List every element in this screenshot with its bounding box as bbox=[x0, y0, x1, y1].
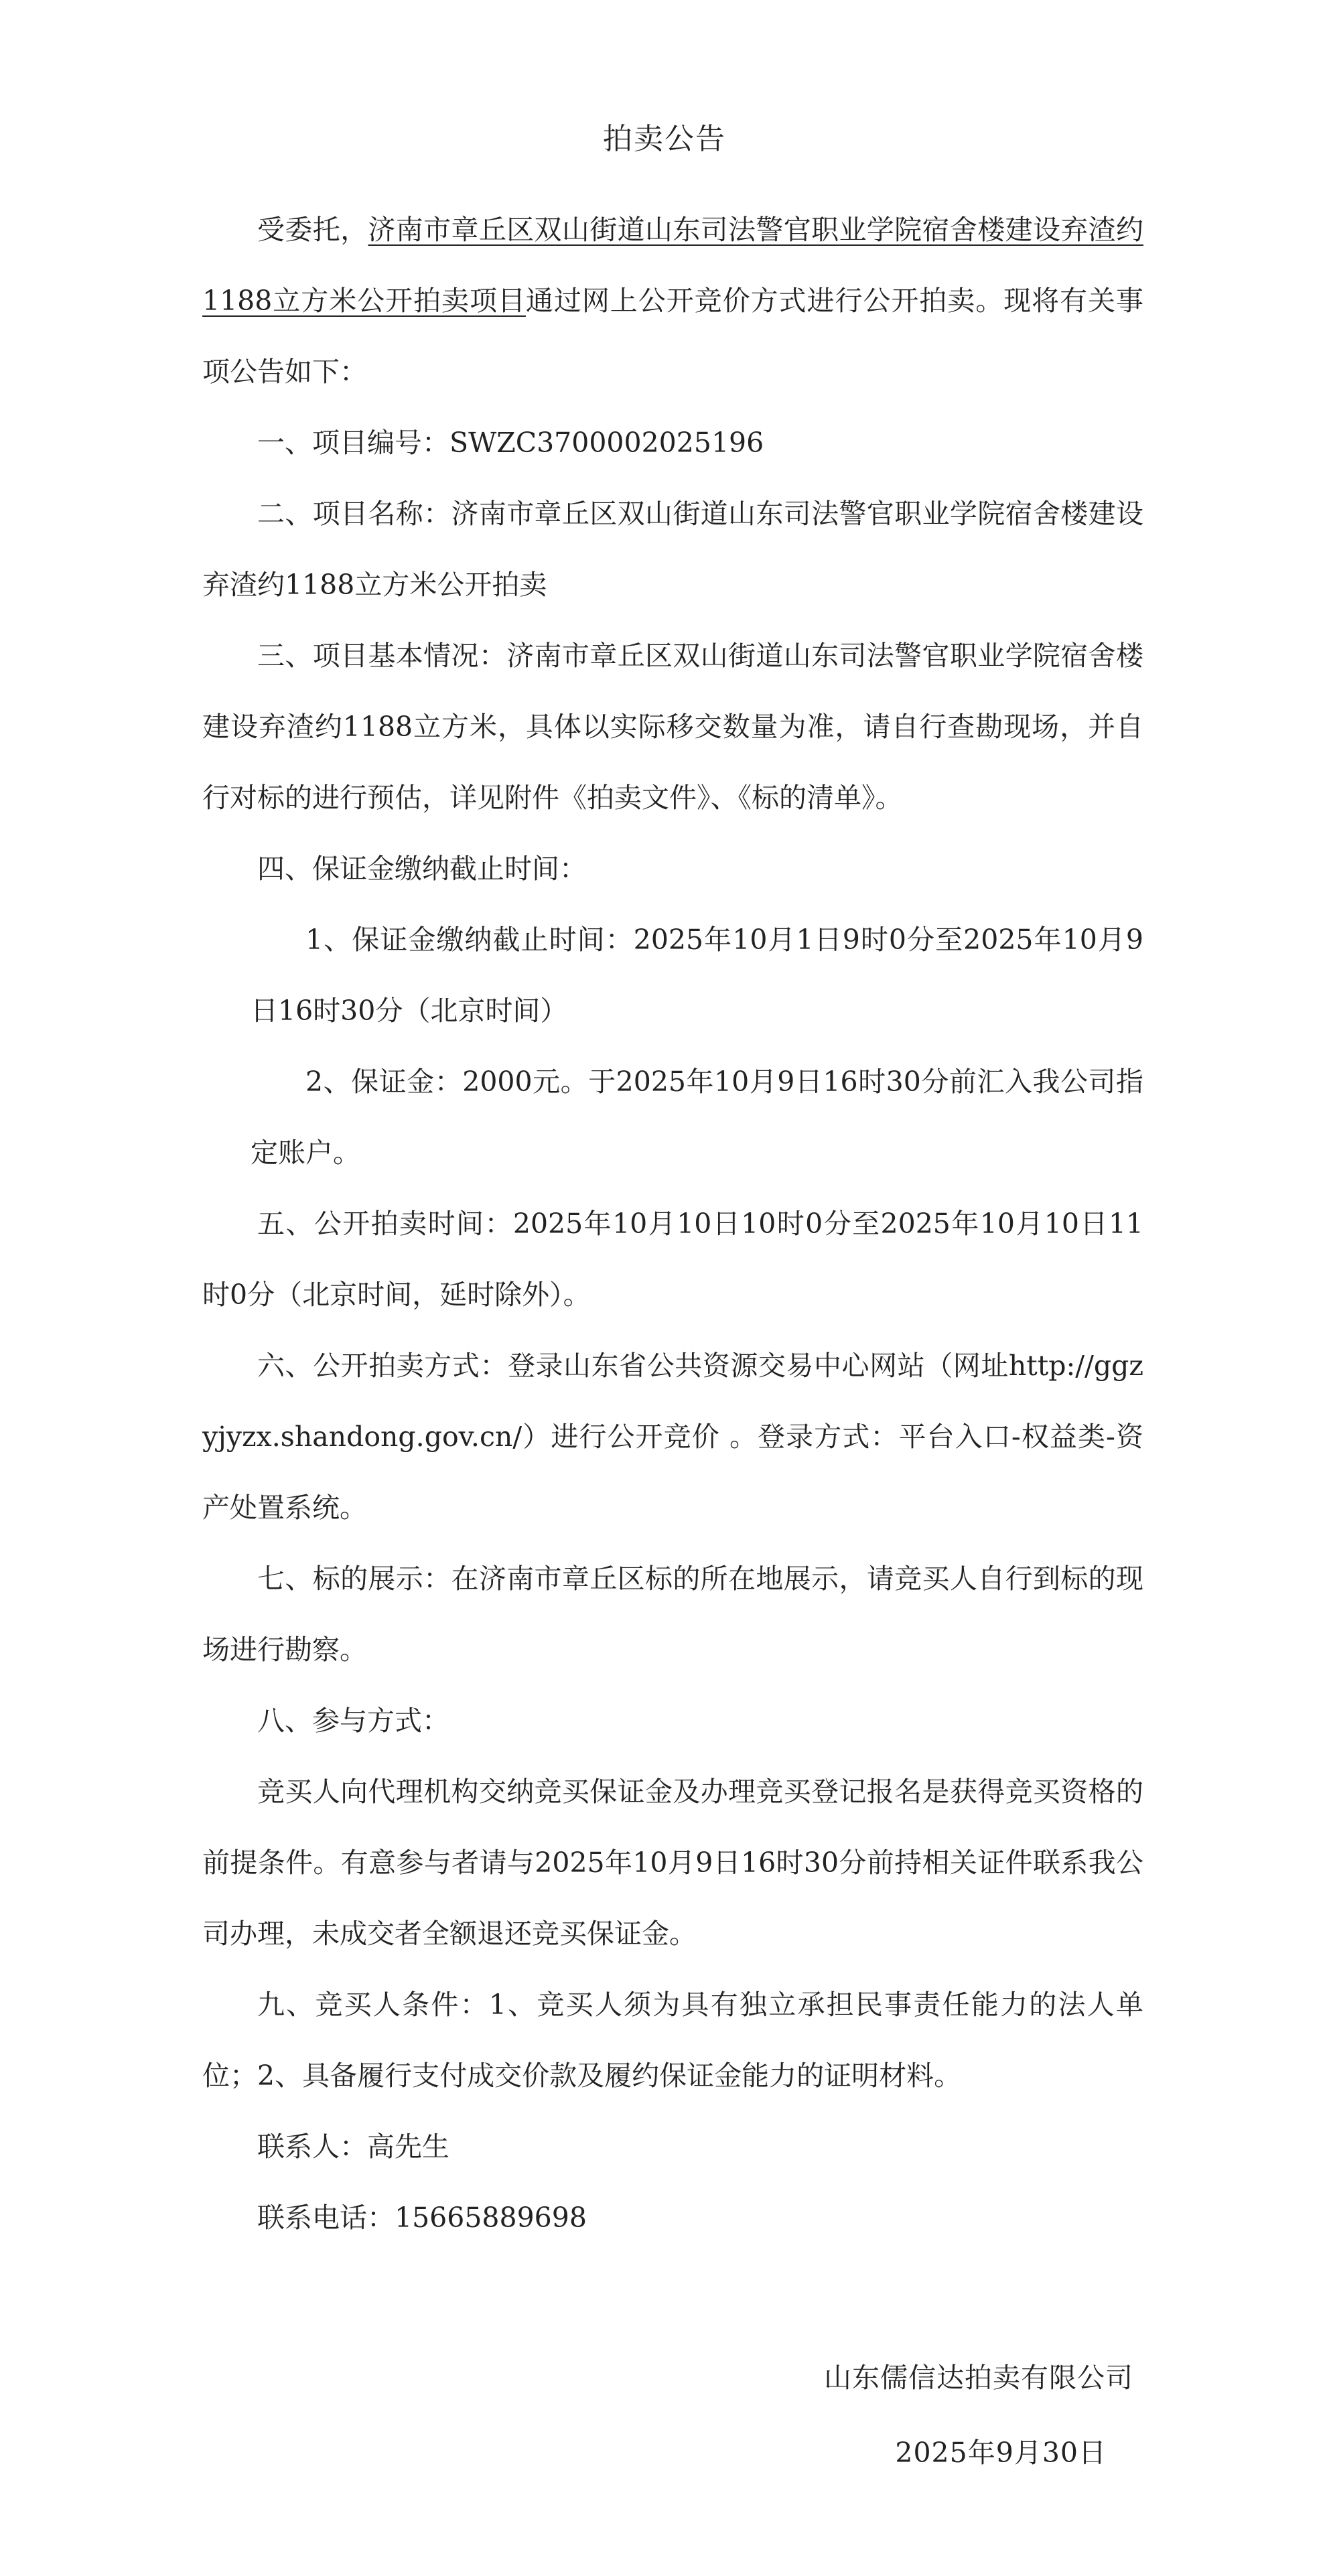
project-name: 二、项目名称：济南市章丘区双山街道山东司法警官职业学院宿舍楼建设弃渣约1188立方米公开拍卖 bbox=[202, 498, 1143, 601]
project-info: 三、项目基本情况：济南市章丘区双山街道山东司法警官职业学院宿舍楼建设弃渣约1188立方米，具体以实际移交数量为准，请自行查勘现场，并自行对标的进行预估，详见附件《拍卖文件》、《标的清单》。 bbox=[202, 640, 1143, 814]
bidder-conditions: 九、竞买人条件：1、竞买人须为具有独立承担民事责任能力的法人单位；2、具备履行支付成交价款及履约保证金能力的证明材料。 bbox=[202, 1989, 1143, 2092]
deposit-period: 1、保证金缴纳截止时间：2025年10月1日9时0分至2025年10月9日16时30分（北京时间） bbox=[251, 924, 1143, 1027]
display-info: 七、标的展示：在济南市章丘区标的所在地展示，请竞买人自行到标的现场进行勘察。 bbox=[202, 1563, 1143, 1666]
signature-company: 山东儒信达拍卖有限公司 bbox=[824, 2362, 1133, 2394]
project-title-link[interactable]: 济南市章丘区双山街道山东司法警官职业学院宿舍楼建设弃渣约1188立方米公开拍卖项目 bbox=[202, 214, 1143, 317]
intro-prefix: 受委托， bbox=[257, 214, 368, 246]
participation-text: 竞买人向代理机构交纳竞买保证金及办理竞买登记报名是获得竞买资格的前提条件。有意参与者请与2025年10月9日16时30分前持相关证件联系我公司办理，未成交者全额退还竞买保证金。 bbox=[202, 1776, 1143, 1950]
auction-time: 五、公开拍卖时间：2025年10月10日10时0分至2025年10月10日11时0分（北京时间，延时除外）。 bbox=[202, 1208, 1143, 1311]
contact-phone: 联系电话：15665889698 bbox=[257, 2202, 587, 2234]
announcement-body bbox=[202, 194, 1143, 2253]
participation-heading: 八、参与方式： bbox=[257, 1705, 449, 1737]
intro-paragraph bbox=[202, 194, 1143, 407]
project-number: 一、项目编号：SWZC3700002025196 bbox=[257, 427, 764, 459]
auction-method: 六、公开拍卖方式：登录山东省公共资源交易中心网站（网址http://ggzyjyzx.shandong.gov.cn/）进行公开竞价 。登录方式：平台入口-权益类-资产处置系统。 bbox=[202, 1350, 1143, 1524]
contact-person: 联系人：高先生 bbox=[257, 2131, 449, 2163]
intro-suffix: 通过网上公开竞价方式进行公开拍卖。现将有关事项公告如下： bbox=[202, 285, 1144, 388]
page-title: 拍卖公告 bbox=[603, 122, 726, 156]
deposit-heading: 四、保证金缴纳截止时间： bbox=[257, 853, 587, 885]
deposit-amount: 2、保证金：2000元。于2025年10月9日16时30分前汇入我公司指定账户。 bbox=[251, 1066, 1143, 1169]
signature-date: 2025年9月30日 bbox=[895, 2437, 1107, 2469]
